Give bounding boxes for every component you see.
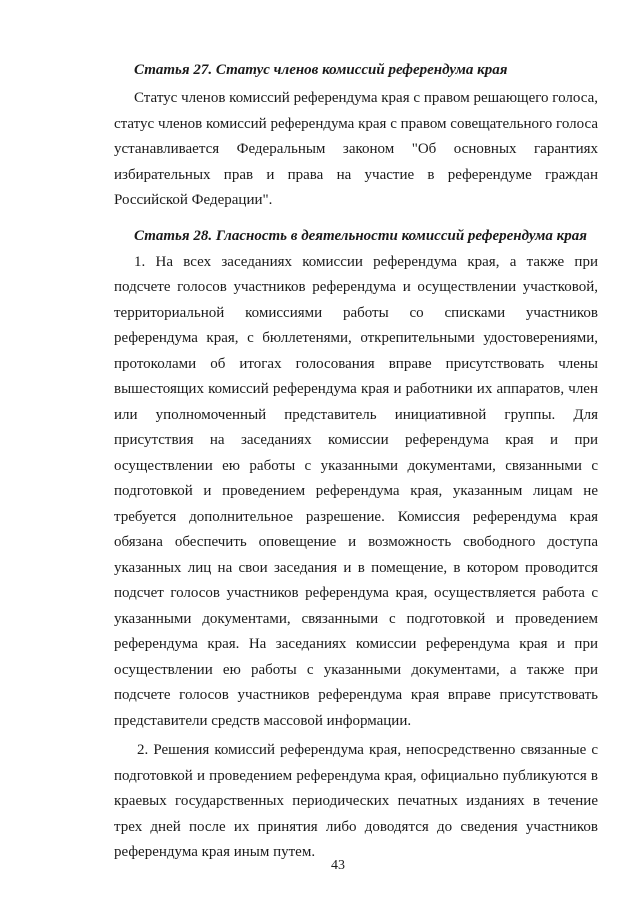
- article-27-heading: Статья 27. Статус членов комиссий референдума края: [134, 62, 508, 78]
- article-28-paragraph-1: 1. На всех заседаниях комиссии референдума края, а также при подсчете голосов участников референдума и осуществлении участковой, территориальной комиссиями работы со списками участников референдума края, с бюллетенями, открепительными удостоверениями, протоколами об итогах голосования вправе присутствовать члены вышестоящих комиссий референдума края и работники их аппаратов, член или уполномоченный представитель инициативной группы. Для присутствия на заседаниях комиссии референдума края и при осуществлении ею работы с указанными документами, связанными с подготовкой и проведением референдума края, указанным лицам не требуется дополнительное разрешение. Комиссия референдума края обязана обеспечить оповещение и возможность свободного доступа указанных лиц на свои заседания и в помещение, в котором проводится подсчет голосов участников референдума края, осуществляется работа с указанными документами, связанными с подготовкой и проведением референдума края. На заседаниях комиссии референдума края и при осуществлении ею работы с указанными документами, а также при подсчете голосов участников референдума края вправе присутствовать представители средств массовой информации.: [114, 253, 598, 729]
- article-28-paragraph-2: 2. Решения комиссий референдума края, непосредственно связанные с подготовкой и проведением референдума края, официально публикуются в краевых государственных периодических печатных изданиях в течение трех дней после их принятия либо доводятся до сведения участников референдума края иным путем.: [114, 742, 598, 860]
- article-27-text: Статус членов комиссий референдума края с правом решающего голоса, статус членов комиссий референдума края с правом совещательного голоса устанавливается Федеральным законом "Об основных гарантиях избирательных прав и права на участие в референдуме граждан Российской Федерации".: [114, 90, 598, 208]
- page-number: 43: [331, 858, 345, 873]
- article-28-heading: Статья 28. Гласность в деятельности комиссий референдума края: [134, 227, 587, 244]
- document-body: [114, 58, 598, 866]
